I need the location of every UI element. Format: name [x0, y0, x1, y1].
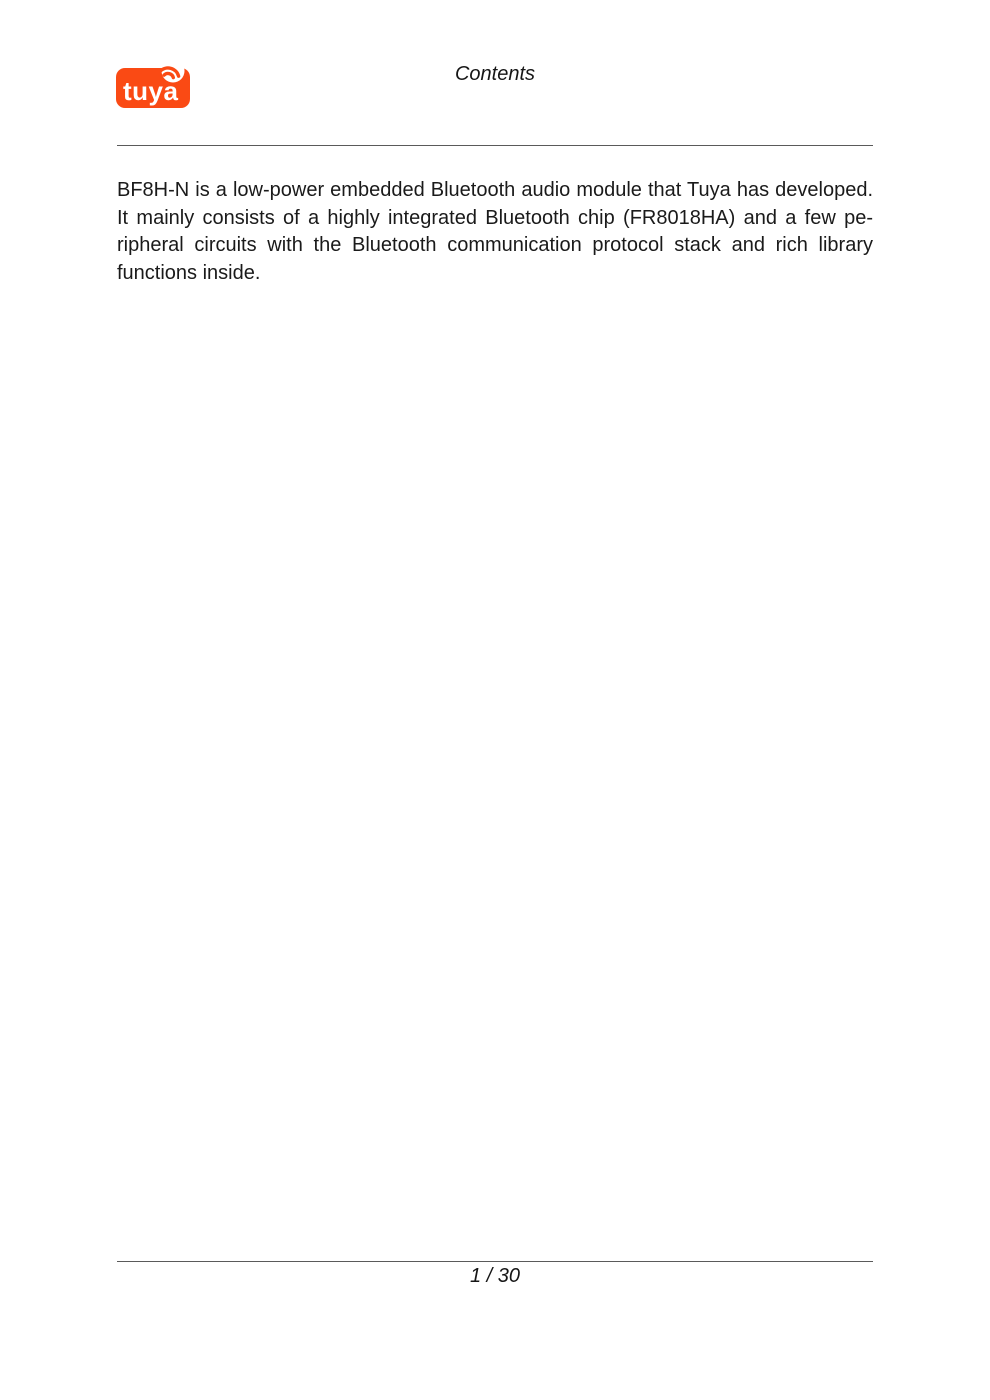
page-header-title: Contents: [454, 63, 536, 85]
intro-paragraph: [117, 177, 873, 287]
footer-rule: [117, 1261, 873, 1262]
tuya-logo-text: tuya: [123, 76, 179, 106]
paragraph-line: ripheral circuits with the Bluetooth communication protocol stack and rich library: [117, 234, 873, 256]
page-number: 1 / 30: [469, 1265, 521, 1287]
paragraph-line: functions inside.: [117, 261, 261, 284]
paragraph-line: BF8H-N is a low-power embedded Bluetooth audio module that Tuya has developed.: [117, 179, 873, 201]
header-rule: [117, 145, 873, 146]
paragraph-line: It mainly consists of a highly integrated Bluetooth chip (FR8018HA) and a few pe-: [117, 206, 873, 229]
